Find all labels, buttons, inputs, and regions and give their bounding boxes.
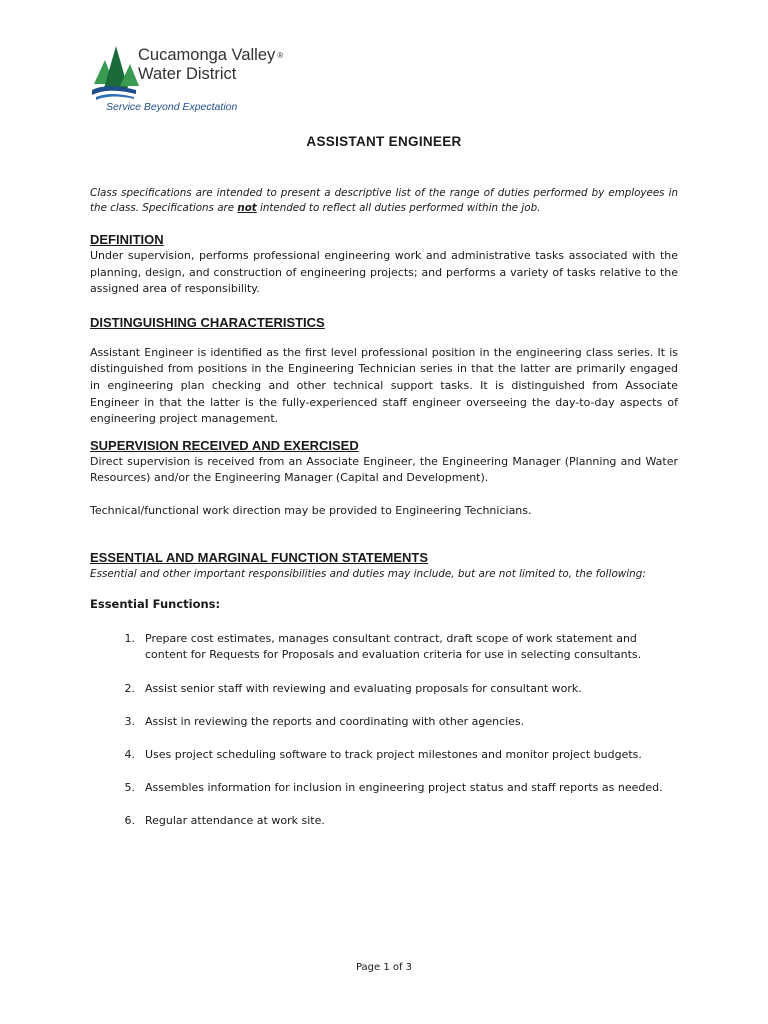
page-title: ASSISTANT ENGINEER xyxy=(306,134,462,149)
supervision-heading: SUPERVISION RECEIVED AND EXERCISED xyxy=(90,437,359,453)
intro-emphasis: not xyxy=(237,201,257,214)
list-item xyxy=(90,681,678,698)
list-item-number: 5. xyxy=(124,781,135,795)
registered-mark: ® xyxy=(277,51,284,60)
district-name-line2: Water District xyxy=(138,65,237,83)
intro-text-before: Class specifications are intended to present a descriptive list of the range of duties performed by employees in the class. Specifications are xyxy=(90,187,678,214)
list-item xyxy=(90,747,678,764)
list-item-text: Assembles information for inclusion in engineering project status and staff reports as needed. xyxy=(145,781,663,795)
list-item-text: Prepare cost estimates, manages consultant contract, draft scope of work statement and content for Requests for Proposals and evaluation criteria for use in selecting consultants. xyxy=(145,631,642,662)
distinguishing-heading: DISTINGUISHING CHARACTERISTICS xyxy=(90,314,325,330)
distinguishing-text: Assistant Engineer is identified as the first level professional position in the engineering class series. It is distinguished from positions in the Engineering Technician series in that the latter are primarily engaged in engineering plan checking and other technical support tasks. It is distinguished from Associate Engineer in that the latter is the fully-experienced staff engineer overseeing the day-to-day aspects of engineering project management. xyxy=(90,345,678,426)
essential-functions-title: Essential Functions: xyxy=(90,597,221,612)
document-body xyxy=(90,186,678,846)
list-item xyxy=(90,780,678,797)
definition-text: Under supervision, performs professional engineering work and administrative tasks associated with the planning, design, and construction of engineering projects; and performs a variety of tasks relative to the assigned area of responsibility. xyxy=(90,249,678,296)
list-item xyxy=(90,813,678,830)
essential-subheading: Essential and other important responsibilities and duties may include, but are not limited to, the following: xyxy=(90,567,646,580)
list-item-text: Regular attendance at work site. xyxy=(145,814,325,828)
list-item-number: 6. xyxy=(124,814,135,828)
distinguishing-section xyxy=(90,315,678,428)
list-item-number: 4. xyxy=(124,747,135,761)
list-item xyxy=(90,631,678,664)
list-item-text: Assist in reviewing the reports and coordinating with other agencies. xyxy=(145,714,525,728)
intro-text xyxy=(90,186,678,215)
essential-section xyxy=(90,550,678,830)
supervision-text: Direct supervision is received from an Associate Engineer, the Engineering Manager (Planning and Water Resources) and/or the Engineering Manager (Capital and Development). xyxy=(90,454,678,485)
district-name xyxy=(138,46,283,84)
list-item-number: 3. xyxy=(124,714,135,728)
list-item-number: 2. xyxy=(124,681,135,695)
essential-heading: ESSENTIAL AND MARGINAL FUNCTION STATEMENTS xyxy=(90,549,428,565)
list-item-number: 1. xyxy=(124,631,135,645)
essential-functions-list xyxy=(90,631,678,830)
list-item-text: Assist senior staff with reviewing and evaluating proposals for consultant work. xyxy=(145,681,582,695)
page-number: Page 1 of 3 xyxy=(355,962,413,973)
intro-text-after: intended to reflect all duties performed within the job. xyxy=(256,201,541,214)
district-tagline: Service Beyond Expectation xyxy=(106,101,238,113)
definition-heading: DEFINITION xyxy=(90,232,164,247)
definition-section xyxy=(90,232,678,298)
list-item xyxy=(90,714,678,731)
district-logo xyxy=(92,44,312,119)
district-name-line1: Cucamonga Valley xyxy=(138,46,276,64)
list-item-text: Uses project scheduling software to track project milestones and monitor project budgets. xyxy=(145,747,642,761)
supervision-direction-text: Technical/functional work direction may be provided to Engineering Technicians. xyxy=(90,503,532,517)
supervision-section xyxy=(90,438,678,520)
